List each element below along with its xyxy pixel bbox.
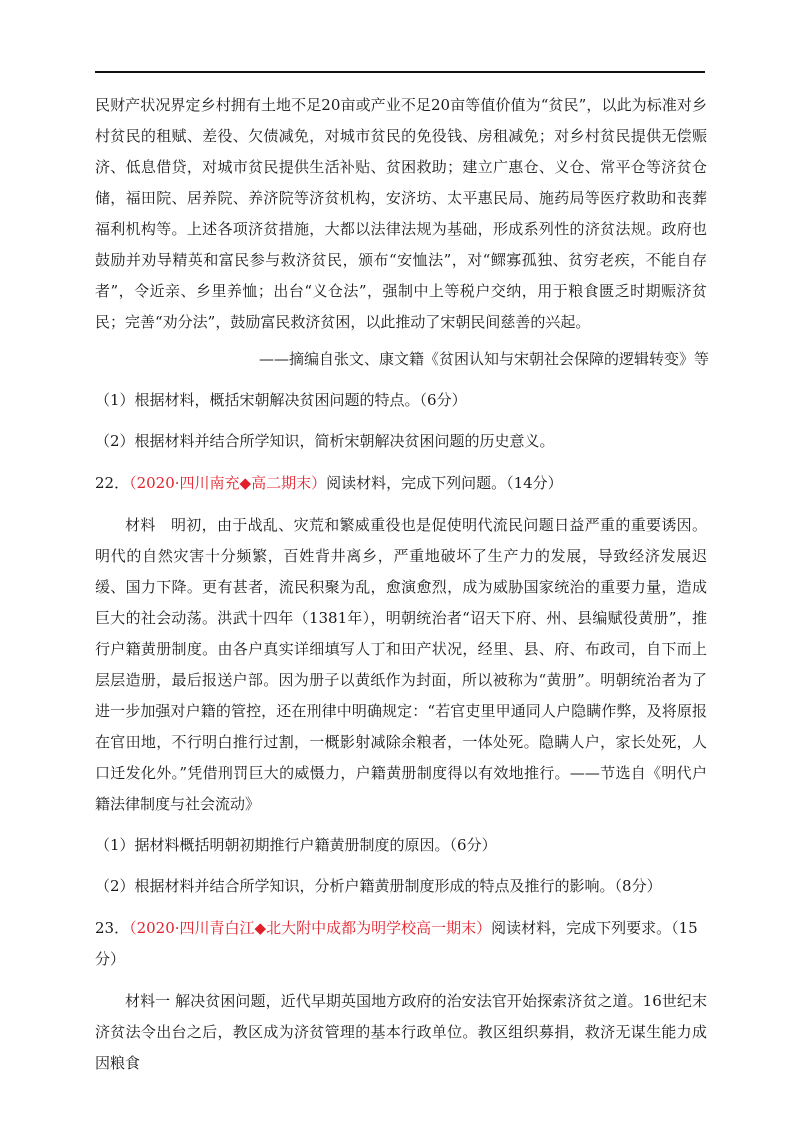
question-22-instruction: 阅读材料，完成下列问题。（14分） [326, 474, 563, 492]
document-page [95, 90, 707, 1079]
question-23-tag: （2020·四川青白江◆北大附中成都为明学校高一期末） [129, 919, 492, 937]
question-22-header [95, 468, 707, 499]
question-22-number: 22． [95, 474, 130, 492]
question-22-1: （1）据材料概括明朝初期推行户籍黄册制度的原因。（6分） [95, 836, 497, 854]
question-21-1: （1）根据材料，概括宋朝解决贫困问题的特点。（6分） [95, 391, 467, 409]
question-23-instruction: 阅读材料，完成下列要求。（15分） [95, 919, 698, 968]
passage-21-text: 民财产状况界定乡村拥有土地不足20亩或产业不足20亩等值价值为“贫民”，以此为标准对乡村贫民的租赋、差役、欠债减免，对城市贫民的免役钱、房租减免；对乡村贫民提供无偿赈济、低息借贷，对城市贫民提供生活补贴、贫困救助；建立广惠仓、义仓、常平仓等济贫仓储，福田院、居养院、养济院等济贫机构，安济坊、太平惠民局、施药局等医疗救助和丧葬福利机构等。上述各项济贫措施，大都以法律法规为基础，形成系列性的济贫法规。政府也鼓励并劝导精英和富民参与救济贫民，颁布“安恤法”，对“鳏寡孤独、贫穷老疾，不能自存者”，令近亲、乡里养恤；出台“义仓法”，强制中上等税户交纳，用于粮食匮乏时期赈济贫民；完善“劝分法”，鼓励富民救济贫困，以此推动了宋朝民间慈善的兴起。 [95, 96, 707, 331]
passage-21-source: ——摘编自张文、康文籍《贫困认知与宋朝社会保障的逻辑转变》等 [258, 350, 709, 368]
question-21-2: （2）根据材料并结合所学知识，简析宋朝解决贫困问题的历史意义。 [95, 432, 555, 450]
question-23-number: 23． [95, 919, 130, 937]
question-23-material: 材料一 解决贫困问题，近代早期英国地方政府的治安法官开始探索济贫之道。16世纪末济贫法令出台之后，教区成为济贫管理的基本行政单位。教区组织募捐，救济无谋生能力成因粮食 [95, 992, 707, 1072]
header-rule [95, 71, 705, 73]
question-22-tag: （2020·四川南充◆高二期末） [129, 474, 327, 492]
question-22-2: （2）根据材料并结合所学知识，分析户籍黄册制度形成的特点及推行的影响。（8分） [95, 877, 662, 895]
question-23-header [95, 913, 707, 975]
question-22-material: 材料 明初，由于战乱、灾荒和繁威重役也是促使明代流民问题日益严重的重要诱因。明代的自然灾害十分频繁，百姓背井离乡，严重地破坏了生产力的发展，导致经济发展迟缓、国力下降。更有甚者，流民积聚为乱，愈演愈烈，成为威胁国家统治的重要力量，造成巨大的社会动荡。洪武十四年（1381年），明朝统治者“诏天下府、州、县编赋役黄册”，推行户籍黄册制度。由各户真实详细填写人丁和田产状况，经里、县、府、布政司，自下而上层层造册，最后报送户部。因为册子以黄纸作为封面，所以被称为“黄册”。明朝统治者为了进一步加强对户籍的管控，还在刑律中明确规定：“若官吏里甲通同人户隐瞒作弊，及将原报在官田地，不行明白推行过割，一概影射减除余粮者，一体处死。隐瞒人户，家长处死，人口迁发化外。”凭借刑罚巨大的威慑力，户籍黄册制度得以有效地推行。——节选自《明代户籍法律制度与社会流动》 [95, 516, 707, 813]
